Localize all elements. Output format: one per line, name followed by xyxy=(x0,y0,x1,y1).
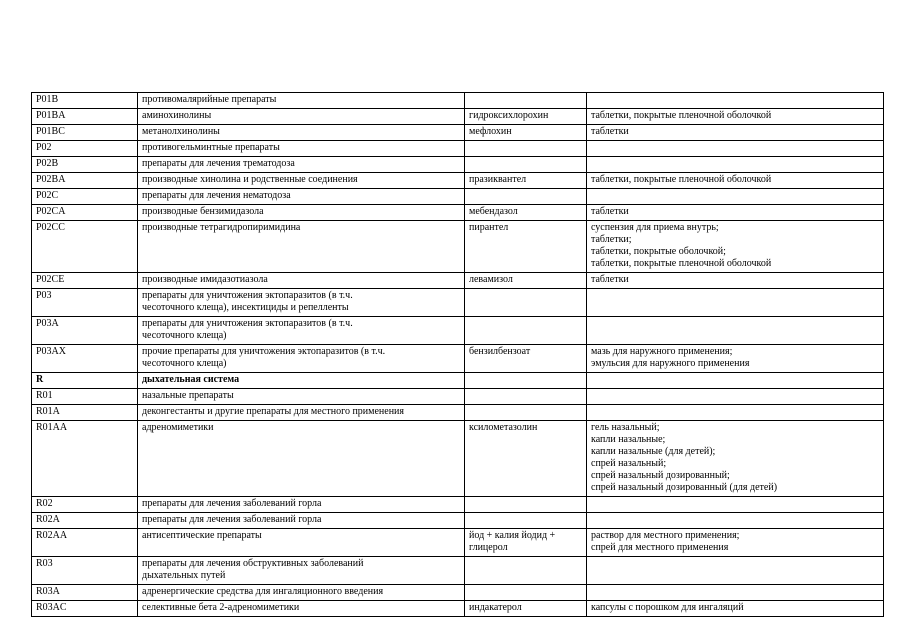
atc-code-cell: R03AC xyxy=(32,601,138,617)
atc-code-cell: R01 xyxy=(32,389,138,405)
group-name-cell: производные хинолина и родственные соединения xyxy=(138,173,465,189)
substance-cell xyxy=(465,141,587,157)
substance-cell: мебендазол xyxy=(465,205,587,221)
dosage-form-cell xyxy=(587,389,884,405)
atc-code-cell: P02 xyxy=(32,141,138,157)
group-name-cell: препараты для лечения заболеваний горла xyxy=(138,513,465,529)
dosage-form-cell xyxy=(587,513,884,529)
table-row xyxy=(32,601,884,617)
table-row xyxy=(32,373,884,389)
table-row xyxy=(32,141,884,157)
group-name-cell: аминохинолины xyxy=(138,109,465,125)
dosage-form-cell xyxy=(587,189,884,205)
substance-cell: ксилометазолин xyxy=(465,421,587,497)
group-name-cell: производные тетрагидропиримидина xyxy=(138,221,465,273)
group-name-cell: препараты для лечения нематодоза xyxy=(138,189,465,205)
dosage-form-cell xyxy=(587,405,884,421)
atc-code-cell: R02AA xyxy=(32,529,138,557)
table-row xyxy=(32,173,884,189)
dosage-form-cell xyxy=(587,317,884,345)
dosage-form-cell: раствор для местного применения; спрей для местного применения xyxy=(587,529,884,557)
dosage-form-cell: таблетки, покрытые пленочной оболочкой xyxy=(587,109,884,125)
atc-code-cell: R02 xyxy=(32,497,138,513)
atc-code-cell: P03A xyxy=(32,317,138,345)
atc-code-cell: P02CE xyxy=(32,273,138,289)
substance-cell xyxy=(465,585,587,601)
atc-code-cell: P03 xyxy=(32,289,138,317)
dosage-form-cell xyxy=(587,93,884,109)
group-name-cell: препараты для лечения обструктивных заболеваний дыхательных путей xyxy=(138,557,465,585)
atc-code-cell: P01B xyxy=(32,93,138,109)
substance-cell xyxy=(465,389,587,405)
substance-cell xyxy=(465,157,587,173)
dosage-form-cell: мазь для наружного применения; эмульсия для наружного применения xyxy=(587,345,884,373)
dosage-form-cell xyxy=(587,585,884,601)
group-name-cell: дыхательная система xyxy=(138,373,465,389)
dosage-form-cell: таблетки, покрытые пленочной оболочкой xyxy=(587,173,884,189)
dosage-form-cell: суспензия для приема внутрь; таблетки; таблетки, покрытые оболочкой; таблетки, покрытые пленочной оболочкой xyxy=(587,221,884,273)
substance-cell: левамизол xyxy=(465,273,587,289)
table-row xyxy=(32,205,884,221)
group-name-cell: адреномиметики xyxy=(138,421,465,497)
group-name-cell: противомалярийные препараты xyxy=(138,93,465,109)
group-name-cell: препараты для лечения трематодоза xyxy=(138,157,465,173)
drug-classification-table xyxy=(31,92,884,617)
substance-cell xyxy=(465,557,587,585)
table-row xyxy=(32,109,884,125)
table-row xyxy=(32,345,884,373)
atc-code-cell: P02BA xyxy=(32,173,138,189)
substance-cell xyxy=(465,93,587,109)
substance-cell: празиквантел xyxy=(465,173,587,189)
substance-cell: бензилбензоат xyxy=(465,345,587,373)
group-name-cell: деконгестанты и другие препараты для местного применения xyxy=(138,405,465,421)
table-row xyxy=(32,529,884,557)
group-name-cell: антисептические препараты xyxy=(138,529,465,557)
group-name-cell: препараты для уничтожения эктопаразитов (в т.ч. чесоточного клеща) xyxy=(138,317,465,345)
group-name-cell: адренергические средства для ингаляционного введения xyxy=(138,585,465,601)
table-row xyxy=(32,317,884,345)
table-row xyxy=(32,513,884,529)
group-name-cell: производные имидазотиазола xyxy=(138,273,465,289)
atc-code-cell: R xyxy=(32,373,138,389)
atc-code-cell: P02B xyxy=(32,157,138,173)
atc-code-cell: P03AX xyxy=(32,345,138,373)
table-row xyxy=(32,93,884,109)
dosage-form-cell xyxy=(587,497,884,513)
table-row xyxy=(32,389,884,405)
atc-code-cell: P02CC xyxy=(32,221,138,273)
substance-cell xyxy=(465,513,587,529)
dosage-form-cell xyxy=(587,289,884,317)
atc-code-cell: R01AA xyxy=(32,421,138,497)
group-name-cell: противогельминтные препараты xyxy=(138,141,465,157)
dosage-form-cell: таблетки xyxy=(587,205,884,221)
substance-cell: йод + калия йодид + глицерол xyxy=(465,529,587,557)
group-name-cell: препараты для лечения заболеваний горла xyxy=(138,497,465,513)
substance-cell: индакатерол xyxy=(465,601,587,617)
table-body xyxy=(32,93,884,617)
atc-code-cell: R03A xyxy=(32,585,138,601)
substance-cell: пирантел xyxy=(465,221,587,273)
table-row xyxy=(32,273,884,289)
group-name-cell: производные бензимидазола xyxy=(138,205,465,221)
substance-cell xyxy=(465,289,587,317)
atc-code-cell: P01BA xyxy=(32,109,138,125)
table-row xyxy=(32,405,884,421)
substance-cell: гидроксихлорохин xyxy=(465,109,587,125)
atc-code-cell: P01BC xyxy=(32,125,138,141)
dosage-form-cell: гель назальный; капли назальные; капли назальные (для детей); спрей назальный; спрей назальный дозированный; спрей назальный дозированный (для детей) xyxy=(587,421,884,497)
table-row xyxy=(32,189,884,205)
table-row xyxy=(32,585,884,601)
dosage-form-cell: таблетки xyxy=(587,125,884,141)
substance-cell xyxy=(465,317,587,345)
dosage-form-cell xyxy=(587,557,884,585)
table-row xyxy=(32,497,884,513)
atc-code-cell: P02CA xyxy=(32,205,138,221)
atc-code-cell: R01A xyxy=(32,405,138,421)
table-row xyxy=(32,221,884,273)
atc-code-cell: P02C xyxy=(32,189,138,205)
dosage-form-cell xyxy=(587,157,884,173)
substance-cell xyxy=(465,189,587,205)
dosage-form-cell: капсулы с порошком для ингаляций xyxy=(587,601,884,617)
group-name-cell: препараты для уничтожения эктопаразитов (в т.ч. чесоточного клеща), инсектициды и репелленты xyxy=(138,289,465,317)
table-row xyxy=(32,557,884,585)
substance-cell xyxy=(465,373,587,389)
dosage-form-cell: таблетки xyxy=(587,273,884,289)
dosage-form-cell xyxy=(587,373,884,389)
atc-code-cell: R03 xyxy=(32,557,138,585)
table-row xyxy=(32,157,884,173)
group-name-cell: прочие препараты для уничтожения эктопаразитов (в т.ч. чесоточного клеща) xyxy=(138,345,465,373)
group-name-cell: метанолхинолины xyxy=(138,125,465,141)
table-row xyxy=(32,125,884,141)
group-name-cell: селективные бета 2-адреномиметики xyxy=(138,601,465,617)
substance-cell xyxy=(465,405,587,421)
atc-code-cell: R02A xyxy=(32,513,138,529)
table-row xyxy=(32,289,884,317)
group-name-cell: назальные препараты xyxy=(138,389,465,405)
table-row xyxy=(32,421,884,497)
substance-cell: мефлохин xyxy=(465,125,587,141)
dosage-form-cell xyxy=(587,141,884,157)
substance-cell xyxy=(465,497,587,513)
